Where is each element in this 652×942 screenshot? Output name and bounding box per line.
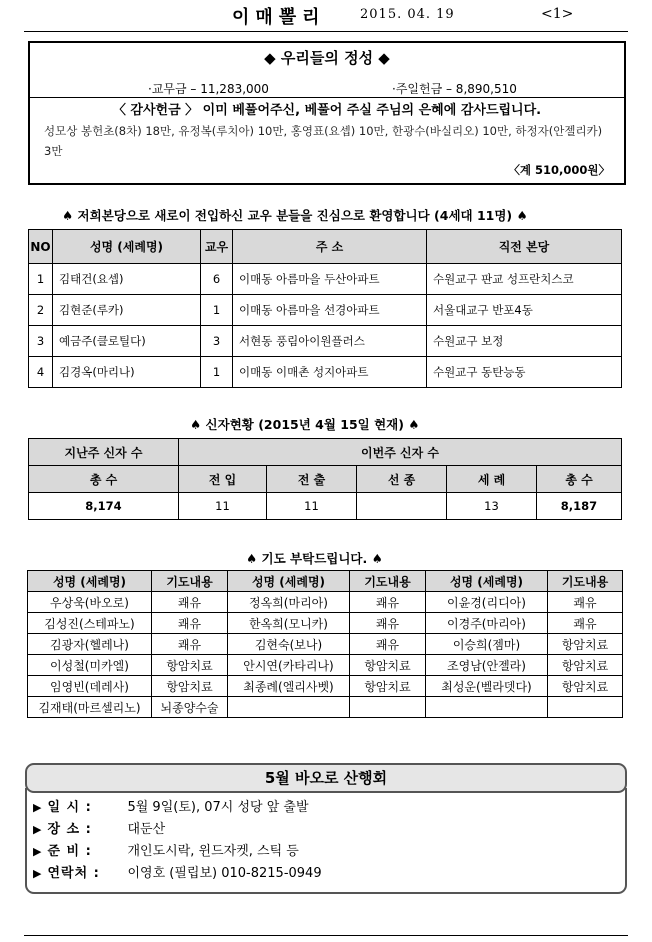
prayer-request bbox=[548, 697, 623, 718]
header-divider bbox=[24, 31, 628, 32]
event-item-preparation bbox=[33, 841, 299, 863]
prayer-name: 이경주(마리아) bbox=[426, 613, 548, 634]
header-previous-parish: 직전 본당 bbox=[427, 230, 622, 264]
prayer-name: 안시연(카타리나) bbox=[228, 655, 350, 676]
prayer-request: 쾌유 bbox=[152, 613, 228, 634]
offerings-title: ◆ 우리들의 정성 ◆ bbox=[264, 49, 390, 67]
table-row bbox=[29, 357, 622, 388]
offerings-divider bbox=[30, 97, 624, 98]
event-item-value: 대둔산 bbox=[127, 822, 166, 837]
prayer-name: 정옥희(마리아) bbox=[228, 592, 350, 613]
header-transfer-in: 전 입 bbox=[179, 466, 267, 493]
last-week-total: 8,174 bbox=[29, 493, 179, 520]
header-this-total: 총 수 bbox=[537, 466, 622, 493]
row-address: 이매동 아름마을 선경아파트 bbox=[233, 295, 427, 326]
table-row bbox=[28, 697, 623, 718]
prayer-request: 항암치료 bbox=[152, 676, 228, 697]
event-item-place bbox=[33, 819, 165, 841]
row-members: 6 bbox=[201, 264, 233, 295]
header-name: 성명 (세례명) bbox=[28, 571, 152, 592]
table-header-row bbox=[29, 230, 622, 264]
event-item-label: 장 소 : bbox=[47, 822, 92, 837]
prayer-request: 쾌유 bbox=[350, 592, 426, 613]
table-row bbox=[29, 295, 622, 326]
prayer-name: 김현숙(보나) bbox=[228, 634, 350, 655]
this-week-total: 8,187 bbox=[537, 493, 622, 520]
prayer-name bbox=[426, 697, 548, 718]
header-name: 성명 (세례명) bbox=[53, 230, 201, 264]
thanks-heading: 〈 감사헌금 〉 이미 베풀어주신, 베풀어 주실 주님의 은혜에 감사드립니다. bbox=[112, 103, 542, 118]
event-item-contact bbox=[33, 863, 322, 885]
row-parish: 수원교구 동탄능동 bbox=[427, 357, 622, 388]
event-item-label: 연락처 : bbox=[47, 866, 100, 881]
table-row bbox=[29, 493, 622, 520]
header-name: 성명 (세례명) bbox=[228, 571, 350, 592]
prayer-request-table bbox=[27, 570, 623, 718]
header-members: 교우 bbox=[201, 230, 233, 264]
stats-title: ♠ 신자현황 (2015년 4월 15일 현재) ♠ bbox=[190, 417, 420, 432]
prayer-request: 쾌유 bbox=[548, 613, 623, 634]
header-request: 기도내용 bbox=[152, 571, 228, 592]
prayer-request: 항암치료 bbox=[350, 655, 426, 676]
prayer-request: 쾌유 bbox=[350, 613, 426, 634]
prayer-request bbox=[350, 697, 426, 718]
prayer-request: 쾌유 bbox=[152, 592, 228, 613]
header-deceased: 선 종 bbox=[357, 466, 447, 493]
event-item-value: 5월 9일(토), 07시 성당 앞 출발 bbox=[127, 800, 309, 815]
prayer-request: 뇌종양수술 bbox=[152, 697, 228, 718]
member-stats-table bbox=[28, 438, 622, 520]
row-no: 2 bbox=[29, 295, 53, 326]
header-request: 기도내용 bbox=[350, 571, 426, 592]
page-number: <1> bbox=[541, 6, 574, 22]
sunday-offering-total: ·주일헌금 – 8,890,510 bbox=[392, 82, 517, 96]
thanks-donors: 성모상 봉헌초(8차) 18만, 유정복(루치아) 10만, 홍영표(요셉) 10만, 한광수(바실리오) 10만, 하정자(안젤리카) 3만 bbox=[44, 124, 603, 158]
event-item-date bbox=[33, 797, 309, 819]
transfer-in-count: 11 bbox=[179, 493, 267, 520]
prayer-request: 쾌유 bbox=[548, 592, 623, 613]
table-row bbox=[29, 264, 622, 295]
header-no: NO bbox=[29, 230, 53, 264]
triangle-bullet-icon: ▶ bbox=[33, 867, 42, 880]
event-item-value: 개인도시락, 윈드자켓, 스틱 등 bbox=[127, 844, 299, 859]
row-parish: 수원교구 보정 bbox=[427, 326, 622, 357]
row-members: 1 bbox=[201, 295, 233, 326]
prayer-name: 우상욱(바오로) bbox=[28, 592, 152, 613]
prayer-name: 이윤경(리디아) bbox=[426, 592, 548, 613]
last-week-label: 지난주 신자 수 bbox=[29, 439, 179, 466]
table-header-row bbox=[28, 571, 623, 592]
row-address: 이매동 이매촌 성지아파트 bbox=[233, 357, 427, 388]
prayer-request: 항암치료 bbox=[350, 676, 426, 697]
header-transfer-out: 전 출 bbox=[267, 466, 357, 493]
triangle-bullet-icon: ▶ bbox=[33, 823, 42, 836]
table-header-row bbox=[29, 439, 622, 466]
triangle-bullet-icon: ▶ bbox=[33, 801, 42, 814]
prayer-request: 항암치료 bbox=[152, 655, 228, 676]
prayer-name: 임영빈(데레사) bbox=[28, 676, 152, 697]
prayer-request: 쾌유 bbox=[350, 634, 426, 655]
prayer-name: 이성철(미카엘) bbox=[28, 655, 152, 676]
issue-date: 2015. 04. 19 bbox=[360, 7, 455, 22]
newcomers-title: ♠ 저희본당으로 새로이 전입하신 교우 분들을 진심으로 환영합니다 (4세대 11명) ♠ bbox=[62, 208, 528, 223]
baptism-count: 13 bbox=[447, 493, 537, 520]
row-parish: 서울대교구 반포4동 bbox=[427, 295, 622, 326]
table-row bbox=[28, 655, 623, 676]
prayer-request: 항암치료 bbox=[548, 634, 623, 655]
table-header-row bbox=[29, 466, 622, 493]
table-row bbox=[28, 634, 623, 655]
row-no: 1 bbox=[29, 264, 53, 295]
table-row bbox=[28, 676, 623, 697]
row-name: 예금주(클로틸다) bbox=[53, 326, 201, 357]
event-item-value: 이영호 (필립보) 010-8215-0949 bbox=[127, 866, 322, 881]
event-item-label: 준 비 : bbox=[47, 844, 92, 859]
header-baptism: 세 례 bbox=[447, 466, 537, 493]
prayer-name: 김재태(마르셀리노) bbox=[28, 697, 152, 718]
row-address: 이매동 아름마을 두산아파트 bbox=[233, 264, 427, 295]
row-members: 3 bbox=[201, 326, 233, 357]
prayer-request: 쾌유 bbox=[152, 634, 228, 655]
row-name: 김현준(루카) bbox=[53, 295, 201, 326]
event-item-label: 일 시 : bbox=[47, 800, 92, 815]
prayer-name bbox=[228, 697, 350, 718]
newcomers-table bbox=[28, 229, 622, 388]
prayer-name: 최종례(엘리사벳) bbox=[228, 676, 350, 697]
prayer-request: 항암치료 bbox=[548, 655, 623, 676]
deceased-count bbox=[357, 493, 447, 520]
tithe-total: ·교무금 – 11,283,000 bbox=[148, 82, 269, 96]
row-members: 1 bbox=[201, 357, 233, 388]
prayer-name: 조영남(안젤라) bbox=[426, 655, 548, 676]
prayer-request: 항암치료 bbox=[548, 676, 623, 697]
row-no: 3 bbox=[29, 326, 53, 357]
header-name: 성명 (세례명) bbox=[426, 571, 548, 592]
event-title: 5월 바오로 산행회 bbox=[25, 763, 627, 793]
triangle-bullet-icon: ▶ bbox=[33, 845, 42, 858]
transfer-out-count: 11 bbox=[267, 493, 357, 520]
prayer-name: 김광자(헬레나) bbox=[28, 634, 152, 655]
table-row bbox=[28, 592, 623, 613]
table-row bbox=[28, 613, 623, 634]
prayer-name: 한옥희(모니카) bbox=[228, 613, 350, 634]
row-name: 김태건(요셉) bbox=[53, 264, 201, 295]
prayer-name: 이승희(젬마) bbox=[426, 634, 548, 655]
offerings-box bbox=[28, 41, 626, 185]
newsletter-title: 이매뽈리 bbox=[232, 7, 326, 28]
row-parish: 수원교구 판교 성프란치스코 bbox=[427, 264, 622, 295]
thanks-total: 〈계 510,000원〉 bbox=[508, 163, 610, 177]
header-request: 기도내용 bbox=[548, 571, 623, 592]
this-week-label: 이번주 신자 수 bbox=[179, 439, 622, 466]
table-row bbox=[29, 326, 622, 357]
header-address: 주 소 bbox=[233, 230, 427, 264]
header-last-total: 총 수 bbox=[29, 466, 179, 493]
footer-divider bbox=[24, 935, 628, 936]
row-name: 김경옥(마리나) bbox=[53, 357, 201, 388]
prayer-title: ♠ 기도 부탁드립니다. ♠ bbox=[246, 551, 383, 566]
prayer-name: 최성운(벨라뎃다) bbox=[426, 676, 548, 697]
prayer-name: 김성진(스테파노) bbox=[28, 613, 152, 634]
row-address: 서현동 풍림아이원플러스 bbox=[233, 326, 427, 357]
row-no: 4 bbox=[29, 357, 53, 388]
